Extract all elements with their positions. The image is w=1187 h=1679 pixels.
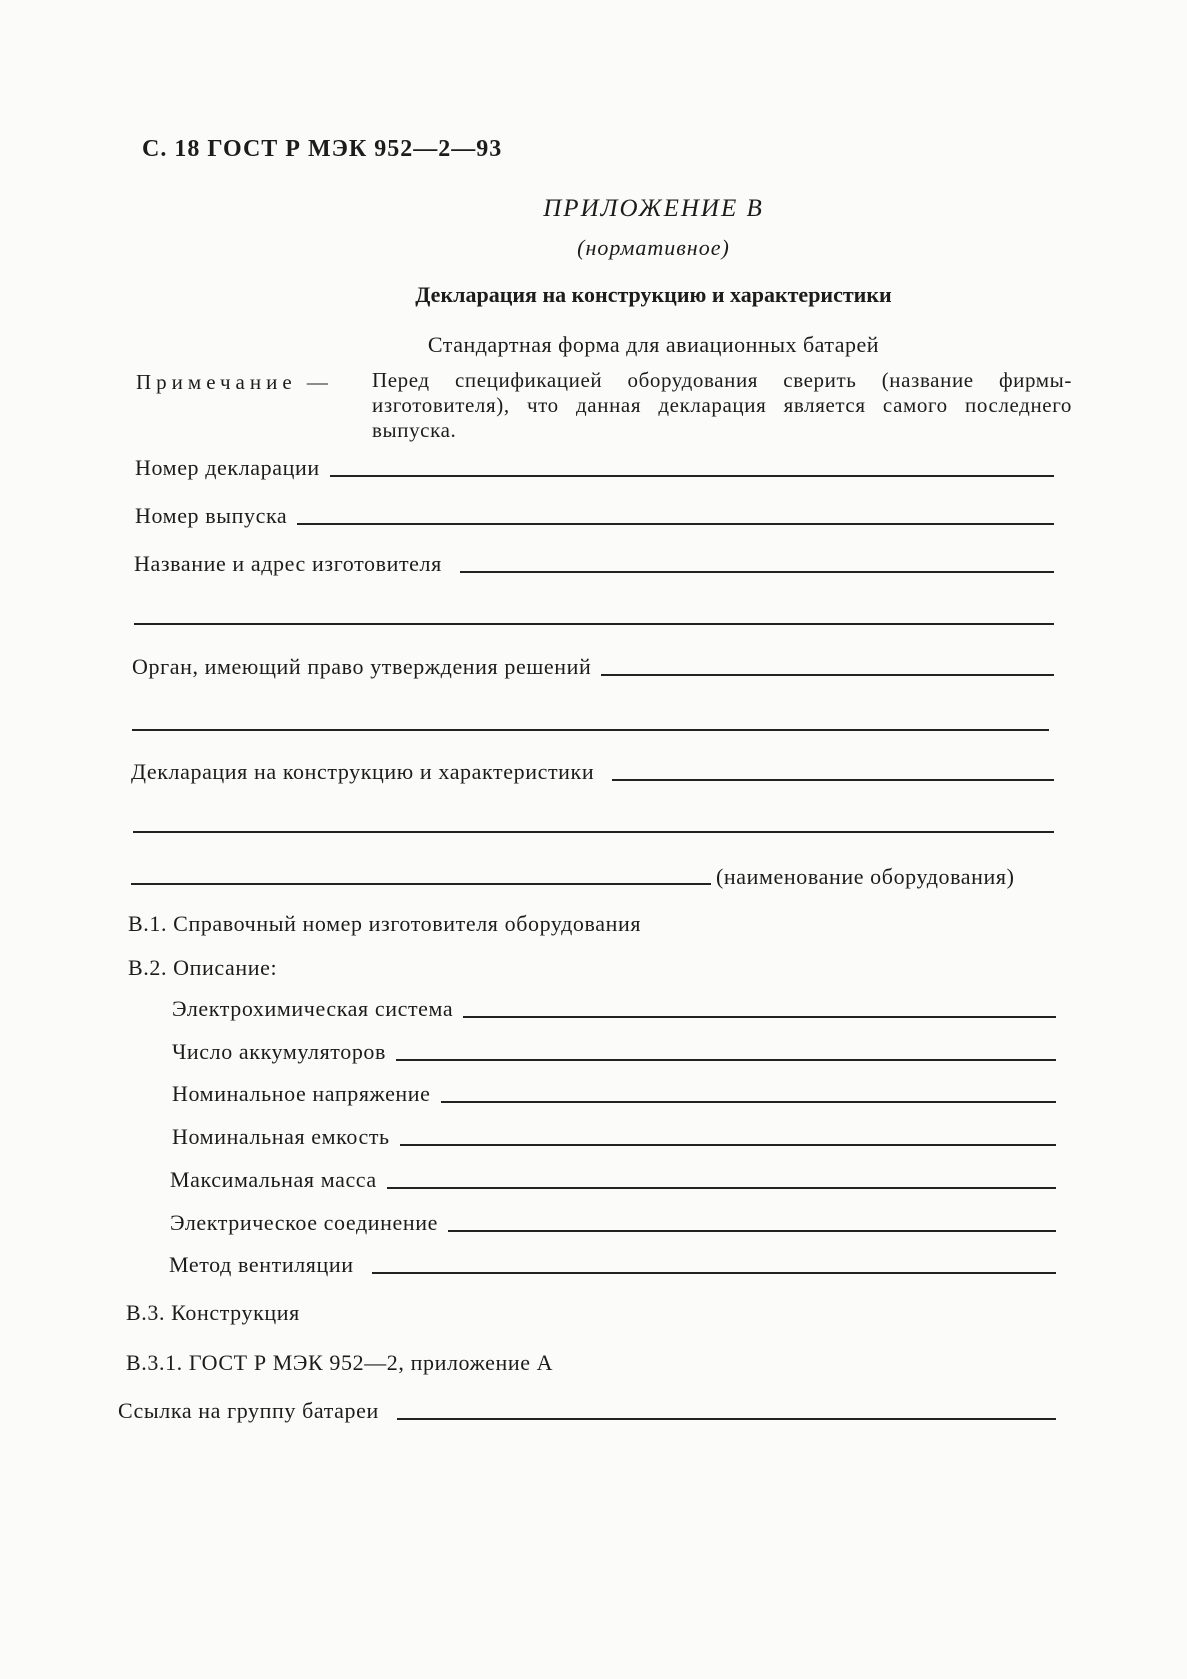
fill-line[interactable]	[601, 674, 1054, 676]
battery-group-field	[118, 1398, 1056, 1424]
nominal-capacity-field	[172, 1124, 1056, 1150]
authority-field	[132, 654, 1054, 680]
section-b3: В.3. Конструкция	[126, 1300, 300, 1325]
field-label: Орган, имеющий право утверждения решений	[132, 654, 592, 679]
fill-line[interactable]	[372, 1272, 1056, 1274]
fill-line[interactable]	[441, 1101, 1056, 1103]
note-label: Примечание —	[136, 370, 333, 394]
field-label: Декларация на конструкцию и характеристики	[131, 759, 595, 784]
declaration-fill-line-2[interactable]	[133, 831, 1054, 833]
equipment-name-line[interactable]	[131, 883, 711, 885]
section-b2: В.2. Описание:	[128, 955, 278, 980]
issue-number-field	[135, 503, 1054, 529]
note-text: Перед спецификацией оборудования сверить (название фирмы-изготовителя), что данная декларация является самого последнего выпуска.	[372, 368, 1072, 442]
declaration-number-field	[135, 455, 1054, 481]
field-label: Число аккумуляторов	[172, 1039, 387, 1064]
fill-line[interactable]	[387, 1187, 1056, 1189]
appendix-subtitle: (нормативное)	[577, 235, 730, 260]
fill-line[interactable]	[400, 1144, 1056, 1146]
ventilation-method-field	[169, 1252, 1056, 1278]
field-label: Название и адрес изготовителя	[134, 551, 442, 576]
electrochemical-system-field	[172, 996, 1056, 1022]
manufacturer-fill-line-2[interactable]	[134, 623, 1054, 625]
fill-line[interactable]	[448, 1230, 1056, 1232]
manufacturer-field	[134, 551, 1054, 577]
form-title: Стандартная форма для авиационных батарей	[427, 332, 880, 357]
field-label: Метод вентиляции	[169, 1252, 354, 1277]
nominal-voltage-field	[172, 1081, 1056, 1107]
fill-line[interactable]	[460, 571, 1054, 573]
fill-line[interactable]	[612, 779, 1054, 781]
field-label: Электрохимическая система	[172, 996, 454, 1021]
field-label: Номинальное напряжение	[172, 1081, 431, 1106]
fill-line[interactable]	[297, 523, 1054, 525]
field-label: Номинальная емкость	[172, 1124, 390, 1149]
equipment-name-label: (наименование оборудования)	[716, 864, 1015, 889]
field-label: Электрическое соединение	[170, 1210, 439, 1235]
fill-line[interactable]	[396, 1059, 1056, 1061]
authority-fill-line-2[interactable]	[132, 729, 1049, 731]
declaration-field	[131, 759, 1054, 785]
field-label: Номер декларации	[135, 455, 320, 480]
field-label: Ссылка на группу батареи	[118, 1398, 379, 1423]
section-b1: В.1. Справочный номер изготовителя оборудования	[128, 911, 642, 936]
field-label: Максимальная масса	[170, 1167, 377, 1192]
max-mass-field	[170, 1167, 1056, 1193]
document-heading: Декларация на конструкцию и характеристики	[415, 282, 892, 307]
fill-line[interactable]	[463, 1016, 1056, 1018]
page-header: С. 18 ГОСТ Р МЭК 952—2—93	[142, 136, 503, 162]
fill-line[interactable]	[397, 1418, 1056, 1420]
electrical-connection-field	[170, 1210, 1056, 1236]
cell-count-field	[172, 1039, 1056, 1065]
appendix-title: ПРИЛОЖЕНИЕ В	[543, 195, 764, 222]
field-label: Номер выпуска	[135, 503, 288, 528]
section-b31: В.3.1. ГОСТ Р МЭК 952—2, приложение А	[126, 1350, 554, 1375]
fill-line[interactable]	[330, 475, 1054, 477]
